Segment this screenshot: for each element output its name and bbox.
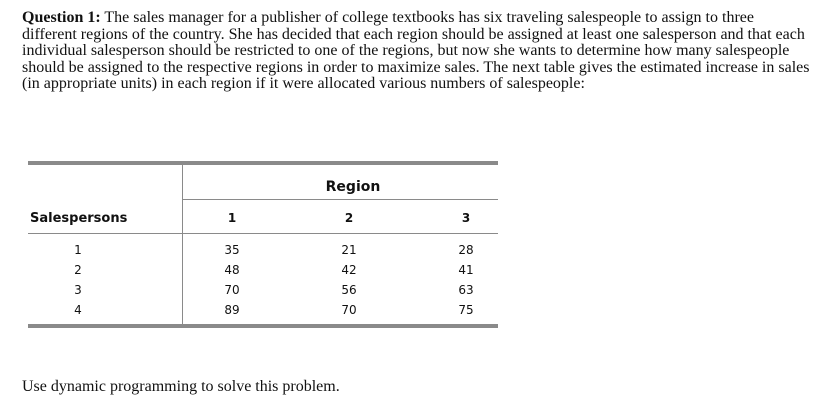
question-label: Question 1: xyxy=(22,9,101,26)
column-divider xyxy=(182,165,183,200)
sales-table xyxy=(28,161,498,328)
salespersons-cell: 4 xyxy=(74,303,82,317)
question-text-block xyxy=(22,10,812,93)
region-column-header: 3 xyxy=(461,211,471,225)
region-group-header: Region xyxy=(325,179,381,195)
table-column-header-row xyxy=(28,200,498,233)
table-body xyxy=(28,234,498,324)
table-row xyxy=(28,280,498,300)
region-column-header: 2 xyxy=(344,211,354,225)
column-divider xyxy=(182,200,183,233)
region-column-header: 1 xyxy=(227,211,237,225)
table-row xyxy=(28,300,498,320)
table-row xyxy=(28,260,498,280)
salespersons-cell: 1 xyxy=(74,243,82,257)
table-cell: 89 xyxy=(224,303,240,317)
table-cell: 70 xyxy=(341,303,357,317)
table-cell: 75 xyxy=(458,303,474,317)
table-cell: 42 xyxy=(341,263,357,277)
question-body: The sales manager for a publisher of college textbooks has six traveling salespeople to assign to three different regions of the country. She has decided that each region should be assigned at least one salesperson and that each individual salesperson should be restricted to one of the regions, but now she wants to determine how many salespeople should be assigned to the respective regions in order to maximize sales. The next table gives the estimated increase in sales (in appropriate units) in each region if it were allocated various numbers of salespeople: xyxy=(22,9,810,92)
table-bottom-rule xyxy=(28,324,498,328)
table-cell: 70 xyxy=(224,283,240,297)
table-group-header-row xyxy=(28,165,498,200)
table-cell: 41 xyxy=(458,263,474,277)
table-cell: 35 xyxy=(224,243,240,257)
table-cell: 21 xyxy=(341,243,357,257)
table-cell: 28 xyxy=(458,243,474,257)
salespersons-cell: 2 xyxy=(74,263,82,277)
instruction-text: Use dynamic programming to solve this problem. xyxy=(22,378,340,395)
table-cell: 56 xyxy=(341,283,357,297)
salespersons-cell: 3 xyxy=(74,283,82,297)
table-row xyxy=(28,240,498,260)
salespersons-header: Salespersons xyxy=(30,211,128,226)
table-cell: 63 xyxy=(458,283,474,297)
table-cell: 48 xyxy=(224,263,240,277)
